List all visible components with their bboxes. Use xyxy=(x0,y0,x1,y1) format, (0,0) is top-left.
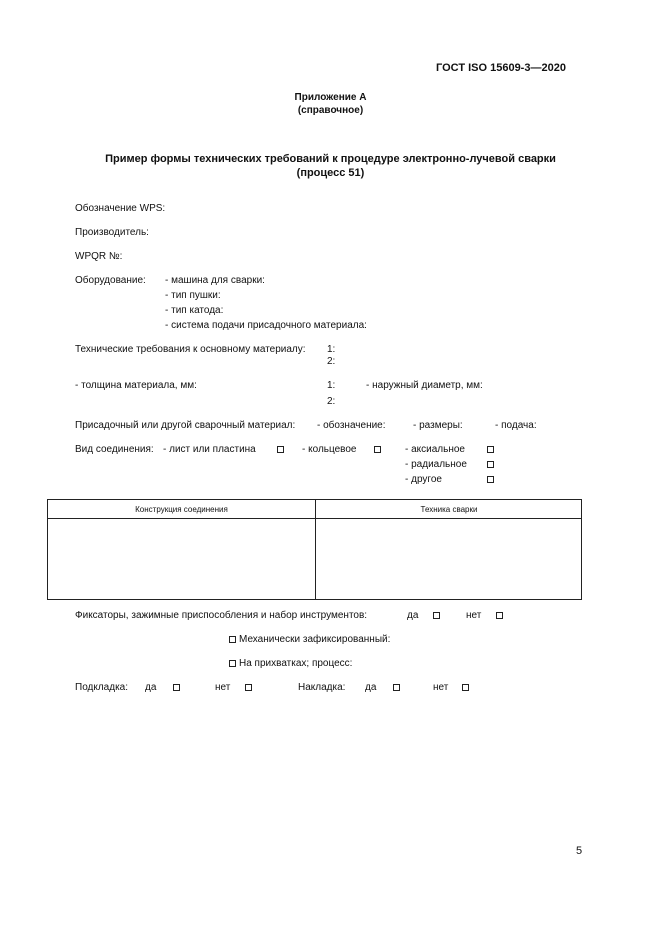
joint-sheet-label: - лист или пластина xyxy=(163,444,256,455)
standard-number: ГОСТ ISO 15609-3—2020 xyxy=(436,62,566,74)
welding-technique-header: Техника сварки xyxy=(420,505,478,514)
thickness-2: 2: xyxy=(327,396,336,407)
tacks-label: На прихватках; процесс: xyxy=(239,658,353,669)
joint-type-label: Вид соединения: xyxy=(75,444,154,455)
equipment-label: Оборудование: xyxy=(75,275,146,286)
welding-technique-cell[interactable] xyxy=(316,519,582,599)
backing-yes-checkbox[interactable] xyxy=(173,684,180,691)
document-title: Пример формы технических требований к процедуре электронно-лучевой сварки xyxy=(105,153,556,165)
overlay-label: Накладка: xyxy=(298,682,346,693)
equipment-item: - тип катода: xyxy=(165,305,224,316)
annex-subtitle: (справочное) xyxy=(297,105,364,116)
thickness-1: 1: xyxy=(327,380,336,391)
joint-design-header: Конструкция соединения xyxy=(135,505,228,514)
fixtures-yes-checkbox[interactable] xyxy=(433,612,440,619)
overlay-yes-label: да xyxy=(365,682,377,693)
joint-radial-checkbox[interactable] xyxy=(487,461,494,468)
manufacturer-label: Производитель: xyxy=(75,227,149,238)
filler-feed: - подача: xyxy=(495,420,537,431)
base-material-1: 1: xyxy=(327,344,336,355)
equipment-item: - машина для сварки: xyxy=(165,275,265,286)
joint-sheet-checkbox[interactable] xyxy=(277,446,284,453)
annex-title: Приложение А xyxy=(294,92,367,103)
fixtures-yes-label: да xyxy=(407,610,419,621)
joint-ring-checkbox[interactable] xyxy=(374,446,381,453)
page-number: 5 xyxy=(576,845,583,857)
document-subtitle: (процесс 51) xyxy=(296,167,365,179)
overlay-yes-checkbox[interactable] xyxy=(393,684,400,691)
equipment-item: - система подачи присадочного материала: xyxy=(165,320,367,331)
fixtures-no-checkbox[interactable] xyxy=(496,612,503,619)
fixtures-no-label: нет xyxy=(466,610,482,621)
backing-no-checkbox[interactable] xyxy=(245,684,252,691)
overlay-no-label: нет xyxy=(433,682,449,693)
fixtures-label: Фиксаторы, зажимные приспособления и набор инструментов: xyxy=(75,610,368,621)
base-material-label: Технические требования к основному материалу: xyxy=(75,344,306,355)
filler-sizes: - размеры: xyxy=(413,420,463,431)
backing-yes-label: да xyxy=(145,682,157,693)
joint-other-label: - другое xyxy=(405,474,442,485)
joint-ring-label: - кольцевое xyxy=(302,444,357,455)
joint-axial-label: - аксиальное xyxy=(405,444,465,455)
outer-diameter-label: - наружный диаметр, мм: xyxy=(366,380,483,391)
base-material-2: 2: xyxy=(327,356,336,367)
equipment-item: - тип пушки: xyxy=(165,290,221,301)
joint-design-cell[interactable] xyxy=(48,519,315,599)
thickness-label: - толщина материала, мм: xyxy=(75,380,197,391)
mechanical-checkbox[interactable] xyxy=(229,636,236,643)
mechanical-label: Механически зафиксированный: xyxy=(239,634,391,645)
wps-label: Обозначение WPS: xyxy=(75,203,166,214)
joint-axial-checkbox[interactable] xyxy=(487,446,494,453)
backing-no-label: нет xyxy=(215,682,231,693)
joint-other-checkbox[interactable] xyxy=(487,476,494,483)
filler-label: Присадочный или другой сварочный материал: xyxy=(75,420,296,431)
filler-designation: - обозначение: xyxy=(317,420,386,431)
backing-label: Подкладка: xyxy=(75,682,129,693)
overlay-no-checkbox[interactable] xyxy=(462,684,469,691)
tacks-checkbox[interactable] xyxy=(229,660,236,667)
joint-design-table xyxy=(47,499,582,600)
wpqr-label: WPQR №: xyxy=(75,251,123,262)
joint-radial-label: - радиальное xyxy=(405,459,467,470)
